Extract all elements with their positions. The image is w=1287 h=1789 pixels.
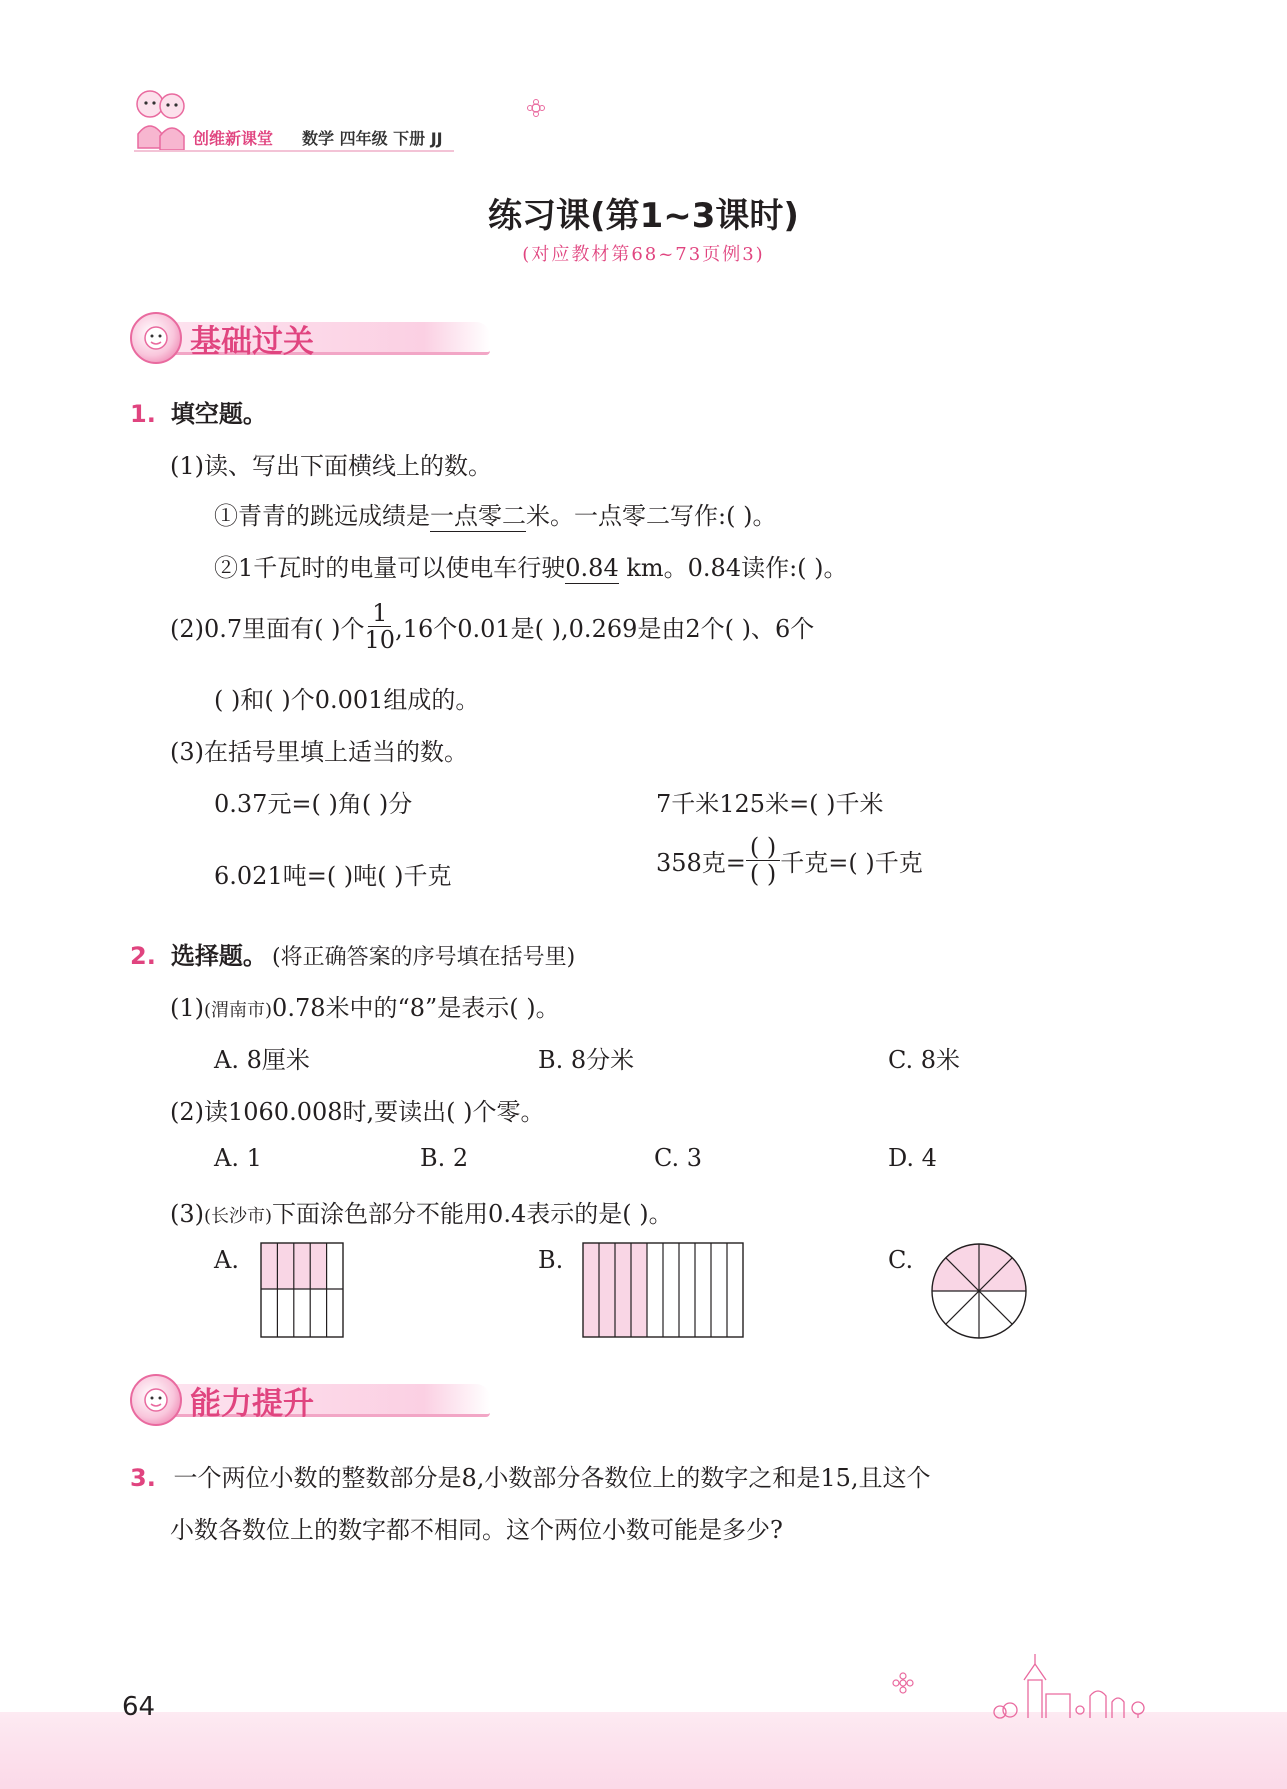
q1-part3-b-left: 6.021吨=( )吨( )千克: [214, 862, 452, 890]
mascot-face-icon: [130, 1374, 182, 1426]
q2-p1-option-a: A. 8厘米: [214, 1046, 310, 1074]
fraction-one-tenth: [365, 600, 396, 654]
section-title-advanced: 能力提升: [190, 1386, 314, 1422]
text: ①青青的跳远成绩是: [214, 502, 430, 530]
text: 下面涂色部分不能用0.4表示的是( )。: [272, 1200, 673, 1228]
q1-part1-heading: (1)读、写出下面横线上的数。: [170, 452, 492, 480]
page-number: 64: [122, 1692, 156, 1722]
q2-p2-option-d: D. 4: [888, 1144, 937, 1172]
q1-part1-item-a: [214, 496, 776, 532]
source-tag: (长沙市): [204, 1206, 273, 1227]
figure-a-grid: [260, 1242, 344, 1338]
numerator-blank: ( ): [746, 834, 780, 861]
question-note: (将正确答案的序号填在括号里): [272, 945, 576, 970]
q1-part2-line2: ( )和( )个0.001组成的。: [214, 686, 480, 714]
section-title-basic: 基础过关: [190, 324, 314, 360]
mascot-logo-icon: [128, 84, 194, 154]
question-3-line1: [130, 1458, 931, 1493]
text: (3): [170, 1200, 204, 1228]
question-title: 填空题。: [170, 400, 267, 428]
q2-part2: (2)读1060.008时,要读出( )个零。: [170, 1098, 545, 1126]
flower-icon: [526, 98, 546, 118]
text: ②1千瓦时的电量可以使电车行驶: [214, 554, 566, 582]
flower-icon: [892, 1672, 914, 1694]
q2-p2-option-c: C. 3: [654, 1144, 703, 1172]
numerator: 1: [368, 600, 391, 627]
question-number: 2.: [130, 942, 156, 970]
footer-band: [0, 1712, 1287, 1789]
question-2-heading: [130, 936, 575, 971]
q2-p3-option-a-label: A.: [214, 1246, 239, 1274]
brand-name: 创维新课堂: [193, 129, 274, 148]
q2-part3: [170, 1194, 673, 1229]
question-title: 选择题。: [170, 942, 267, 970]
page-subtitle: (对应教材第68~73页例3): [522, 244, 765, 265]
q2-part1: [170, 988, 560, 1023]
denominator: 10: [364, 626, 396, 655]
text: (2)0.7里面有( )个: [170, 615, 365, 644]
text: (1): [170, 994, 204, 1022]
text: 米。一点零二写作:( )。: [526, 502, 777, 530]
q2-p2-option-a: A. 1: [214, 1144, 262, 1172]
q1-part1-item-b: [214, 548, 848, 584]
q1-part3-b-right: [656, 834, 923, 888]
q1-part3-a-left: 0.37元=( )角( )分: [214, 790, 413, 818]
text: 358克=: [656, 849, 746, 878]
section-banner-advanced: [130, 1378, 510, 1422]
underlined-number: 0.84: [565, 554, 619, 582]
source-tag: (渭南市): [204, 1000, 273, 1021]
underlined-words: 一点零二: [430, 502, 526, 530]
question-number: 1.: [130, 400, 156, 428]
section-banner-basic: [130, 316, 510, 360]
page-title: 练习课(第1~3课时): [488, 196, 799, 236]
subject-label: 数学 四年级 下册 JJ: [302, 129, 443, 148]
text: 0.78米中的“8”是表示( )。: [272, 994, 560, 1022]
header-divider: [134, 150, 454, 152]
text: ,16个0.01是( ),0.269是由2个( )、6个: [395, 615, 815, 644]
q2-p1-option-c: C. 8米: [888, 1046, 961, 1074]
castle-illustration-icon: [980, 1650, 1170, 1720]
text: km。0.84读作:( )。: [618, 554, 848, 582]
figure-c-circle: [930, 1242, 1028, 1340]
fraction-blank: [746, 834, 780, 888]
question-1-heading: [130, 394, 267, 429]
denominator-blank: ( ): [749, 860, 777, 889]
text: 千克=( )千克: [780, 849, 923, 878]
q1-part2-line1: [170, 600, 814, 654]
mascot-face-icon: [130, 312, 182, 364]
figure-b-strips: [582, 1242, 744, 1338]
q2-p2-option-b: B. 2: [420, 1144, 469, 1172]
question-number: 3.: [130, 1464, 156, 1492]
question-3-line2: 小数各数位上的数字都不相同。这个两位小数可能是多少?: [170, 1516, 783, 1544]
question-text: 一个两位小数的整数部分是8,小数部分各数位上的数字之和是15,且这个: [173, 1464, 931, 1492]
q1-part3-a-right: 7千米125米=( )千米: [656, 790, 884, 818]
q2-p3-option-c-label: C.: [888, 1246, 914, 1274]
q1-part3-heading: (3)在括号里填上适当的数。: [170, 738, 468, 766]
q2-p1-option-b: B. 8分米: [538, 1046, 635, 1074]
q2-p3-option-b-label: B.: [538, 1246, 564, 1274]
